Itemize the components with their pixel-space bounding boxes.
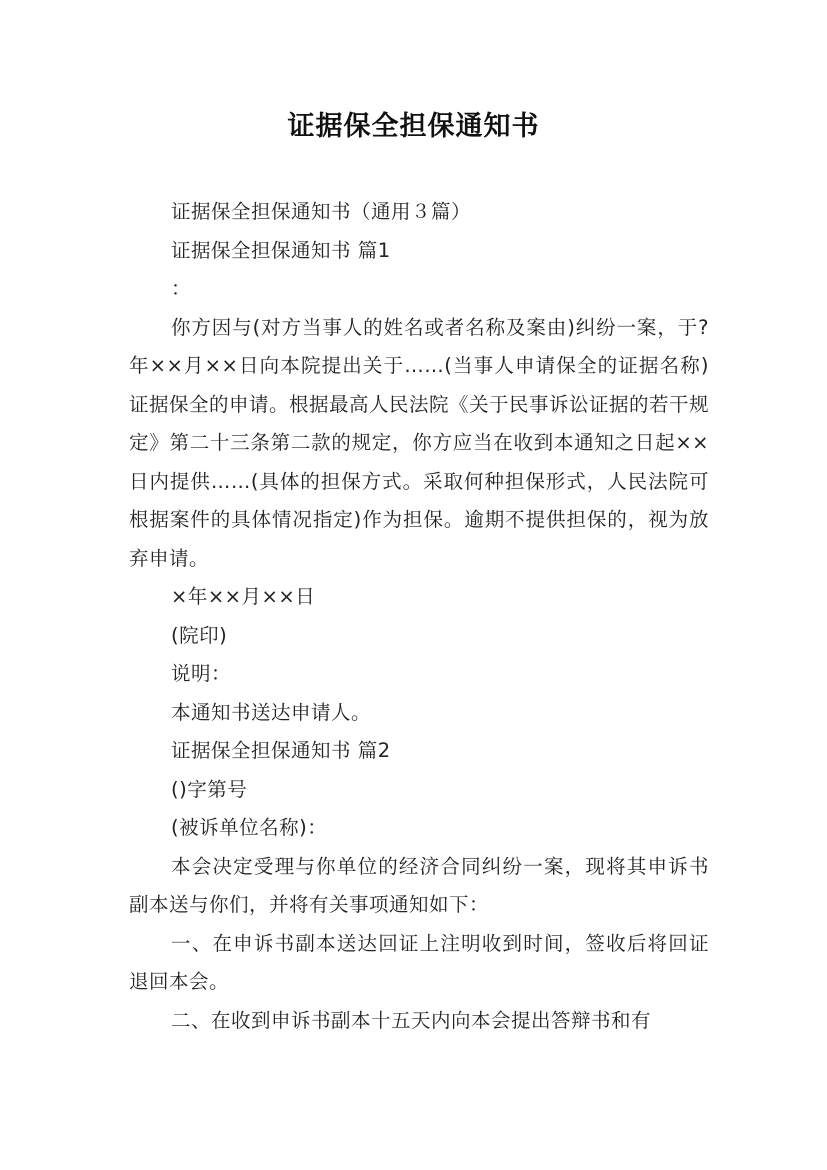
paragraph-5: ×年××月××日: [171, 585, 316, 608]
paragraph-13: 一、在申诉书副本送达回证上注明收到时间，签收后将回证退回本会。: [129, 931, 709, 993]
paragraph-12: 本会决定受理与你单位的经济合同纠纷一案，现将其申诉书副本送与你们，并将有关事项通知如下：: [129, 854, 709, 916]
paragraph-2: 证据保全担保通知书 篇1: [171, 238, 391, 262]
paragraph-8: 本通知书送达申请人。: [171, 700, 372, 724]
paragraph-3: ：: [171, 277, 192, 300]
paragraph-1: 证据保全担保通知书（通用３篇）: [171, 200, 472, 223]
paragraph-11: (被诉单位名称)：: [171, 816, 328, 839]
document-title: 证据保全担保通知书: [287, 111, 540, 142]
paragraph-14: 二、在收到申诉书副本十五天内向本会提出答辩书和有: [171, 1008, 652, 1032]
paragraph-9: 证据保全担保通知书 篇2: [171, 739, 391, 762]
document-body: [129, 193, 709, 1040]
paragraph-7: 说明：: [171, 662, 232, 685]
paragraph-4: 你方因与(对方当事人的姓名或者名称及案由)纠纷一案，于?年××月××日向本院提出关于……(当事人申请保全的证据名称)证据保全的申请。根据最高人民法院《关于民事诉讼证据的若干规定》第二十三条第二款的规定，你方应当在收到本通知之日起××日内提供……(具体的担保方式。采取何种担保形式，人民法院可根据案件的具体情况指定)作为担保。逾期不提供担保的，视为放弃申请。: [129, 315, 710, 570]
paragraph-6: (院印): [171, 623, 228, 647]
paragraph-10: ()字第号: [171, 777, 248, 801]
